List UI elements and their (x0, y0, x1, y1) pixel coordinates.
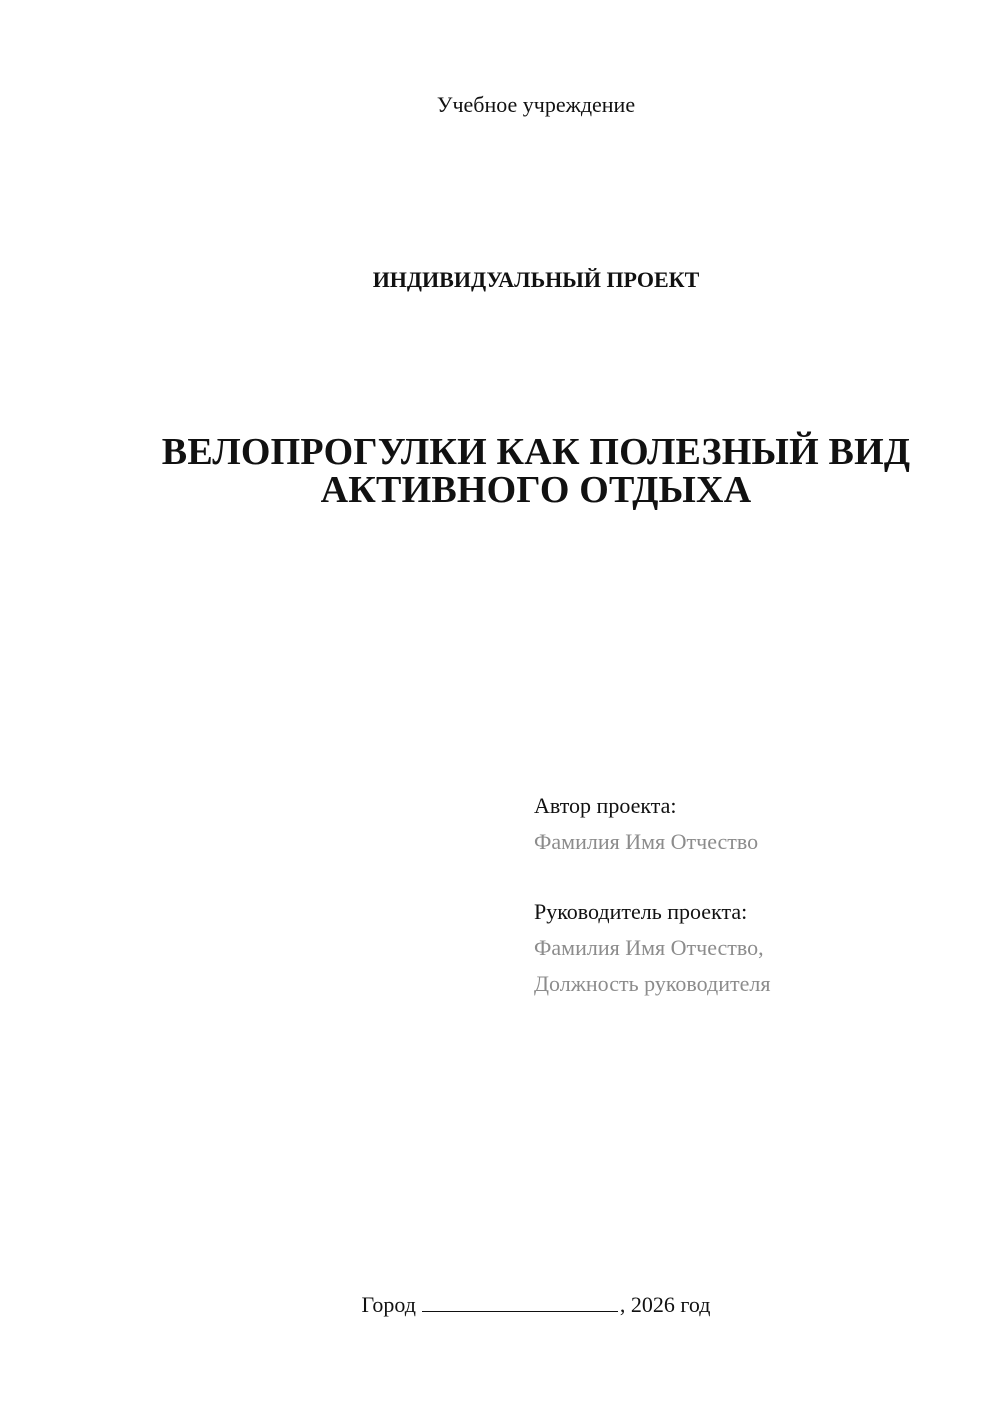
project-title-line-1: ВЕЛОПРОГУЛКИ КАК ПОЛЕЗНЫЙ ВИД (161, 431, 911, 473)
year-text: , 2026 год (619, 1292, 711, 1317)
city-blank-line (422, 1290, 618, 1312)
footer-city-year (0, 1290, 1000, 1320)
supervisor-label: Руководитель проекта: (534, 899, 748, 924)
supervisor-position: Должность руководителя (534, 971, 771, 996)
credits-spacer (534, 860, 974, 894)
project-type-heading: ИНДИВИДУАЛЬНЫЙ ПРОЕКТ (372, 267, 700, 292)
supervisor-name: Фамилия Имя Отчество, (534, 935, 764, 960)
city-label: Город (361, 1292, 416, 1317)
author-label: Автор проекта: (534, 793, 677, 818)
project-title-line-2: АКТИВНОГО ОТДЫХА (320, 469, 752, 511)
project-credits (534, 788, 974, 1002)
project-title (140, 433, 932, 509)
author-name: Фамилия Имя Отчество (534, 829, 759, 854)
institution-name: Учебное учреждение (436, 92, 636, 117)
